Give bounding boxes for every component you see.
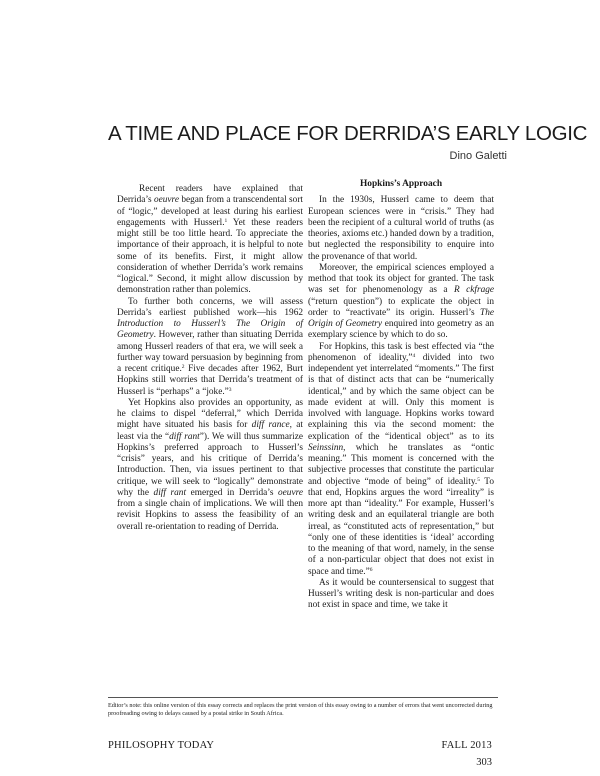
footnote-ref[interactable]: 4 [412,352,416,359]
italic-text: Seinssinn [308,442,344,453]
footnote-divider [108,697,498,698]
author-name: Dino Galetti [449,150,507,162]
italic-text: R ckfrage [454,285,494,296]
italic-text: diff rance [251,420,290,431]
text-run: . However, rather than situating Derrida among Husserl readers of that era, we will seek a further way toward persuasion by beginning from a recent critique. [117,330,303,374]
footnote-ref[interactable]: 2 [181,364,185,370]
italic-text: diff rant [153,487,187,498]
page-number: 303 [476,757,492,768]
text-run: Yet Hopkins also provides an opportunity, as he claims to dispel “deferral,” which Derrida might have situated his basis for [117,397,303,431]
text-run: Yet these readers might still be too little heard. To appreciate the importance of their approach, it is helpful to note some of its benefits. First, it might allow consideration of whether Derrida’s work remains “logical.” Second, it might allow discussion by demonstration rather than polemics. [117,217,304,296]
text-run: , at least via the “ [117,420,304,442]
paragraph [117,398,303,533]
paragraph: As it would be countersensical to suggest that Husserl’s writing desk is non-particular and does not exist in space and time, we take it [308,577,494,611]
editor-note: Editor’s note: this online version of this essay corrects and replaces the print version of this essay owing to a number of errors that went uncorrected during proofreading owing to delays caused by a postal strike in South Africa. [108,702,493,717]
text-run: divided into two independent yet interrelated “moments.” The first is that of distinct acts that can be “numerically identical,” and by which the same object can be made evident at will. Only this moment is involved with language. Hopkins works toward explaining this via the second moment: the explication of the “identical object” as to its [308,352,494,442]
footnote-ref[interactable]: 5 [477,476,480,483]
text-run: Moreover, the empirical sciences employed a method that took its object for granted. The task was set for phenomenology as a [308,262,494,296]
left-column [117,184,303,533]
footnote-ref[interactable]: 1 [224,217,228,224]
text-run: For Hopkins, this task is best effected via “the phenomenon of ideality,” [308,341,494,363]
journal-name: PHILOSOPHY TODAY [108,740,215,751]
footnote-ref[interactable]: 3 [228,386,232,393]
text-run: To that end, Hopkins argues the word “irreality” is more apt than “ideality.” For example, Husserl’s writing desk and an equilateral triangle are both irreal, as “constituted acts of representation,” but “only one of these identities is ‘ideal’ according to the meaning of that word, namely, in the sense of a non-particular object that does not exist in space and time.” [308,476,494,577]
issue-label: FALL 2013 [441,740,492,751]
text-run: Recent readers have explained that Derrida’s [117,184,303,206]
text-run: began from a transcendental sort of “logic,” developed at least during his earliest engagements with Husserl. [117,195,303,228]
paragraph: In the 1930s, Husserl came to deem that European sciences were in “crisis.” They had been the recipient of a cultural world of truths (as theories, axioms etc.) handed down by a tradition, but neglected the responsibility to enquire into the provenance of that world. [308,195,494,262]
paragraph [308,263,494,342]
text-run: , which he translates as “ontic meaning.” This moment is concerned with the subjective processes that constitute the particular and objective “mode of being” of ideality. [308,442,494,487]
italic-text: oeuvre [278,487,303,498]
italic-text: Introduction to Husserl’s The Origin of Geometry [117,319,303,341]
article-title: A TIME AND PLACE FOR DERRIDA’S EARLY LOGIC [108,122,588,145]
right-column [308,179,494,612]
text-run: Five decades after 1962, Burt Hopkins still worries that Derrida’s treatment of Husserl is “perhaps” a “joke.” [117,364,304,397]
text-run: ”). We will thus summarize Hopkins’s preferred approach to Husserl’s “crisis” years, and his critique of Derrida’s Introduction. Then, via issues pertinent to that critique, we will seek to “logically” demonstrate why the [117,431,303,498]
footnote-ref[interactable]: 6 [369,566,373,573]
paragraph [117,297,303,398]
paragraph [308,342,494,578]
paragraph [117,184,303,297]
italic-text: diff rant [169,431,200,442]
italic-text: oeuvre [154,195,179,206]
text-run: emerged in Derrida’s [186,487,279,498]
text-run: enquired into geometry as an exemplary science by which to do so. [308,319,494,341]
text-run: (“return question”) to explicate the object in order to “reactivate” its origin. Husserl’s [308,296,494,318]
italic-text: The Origin of Geometry [308,307,494,329]
text-run: from a single chain of implications. We will then revisit Hopkins to assess the feasibility of an overall re-orientation to reading of Derrida. [117,499,303,532]
section-heading: Hopkins’s Approach [359,179,443,189]
text-run: To further both concerns, we will assess Derrida’s earliest published work—his 1962 [117,296,303,318]
